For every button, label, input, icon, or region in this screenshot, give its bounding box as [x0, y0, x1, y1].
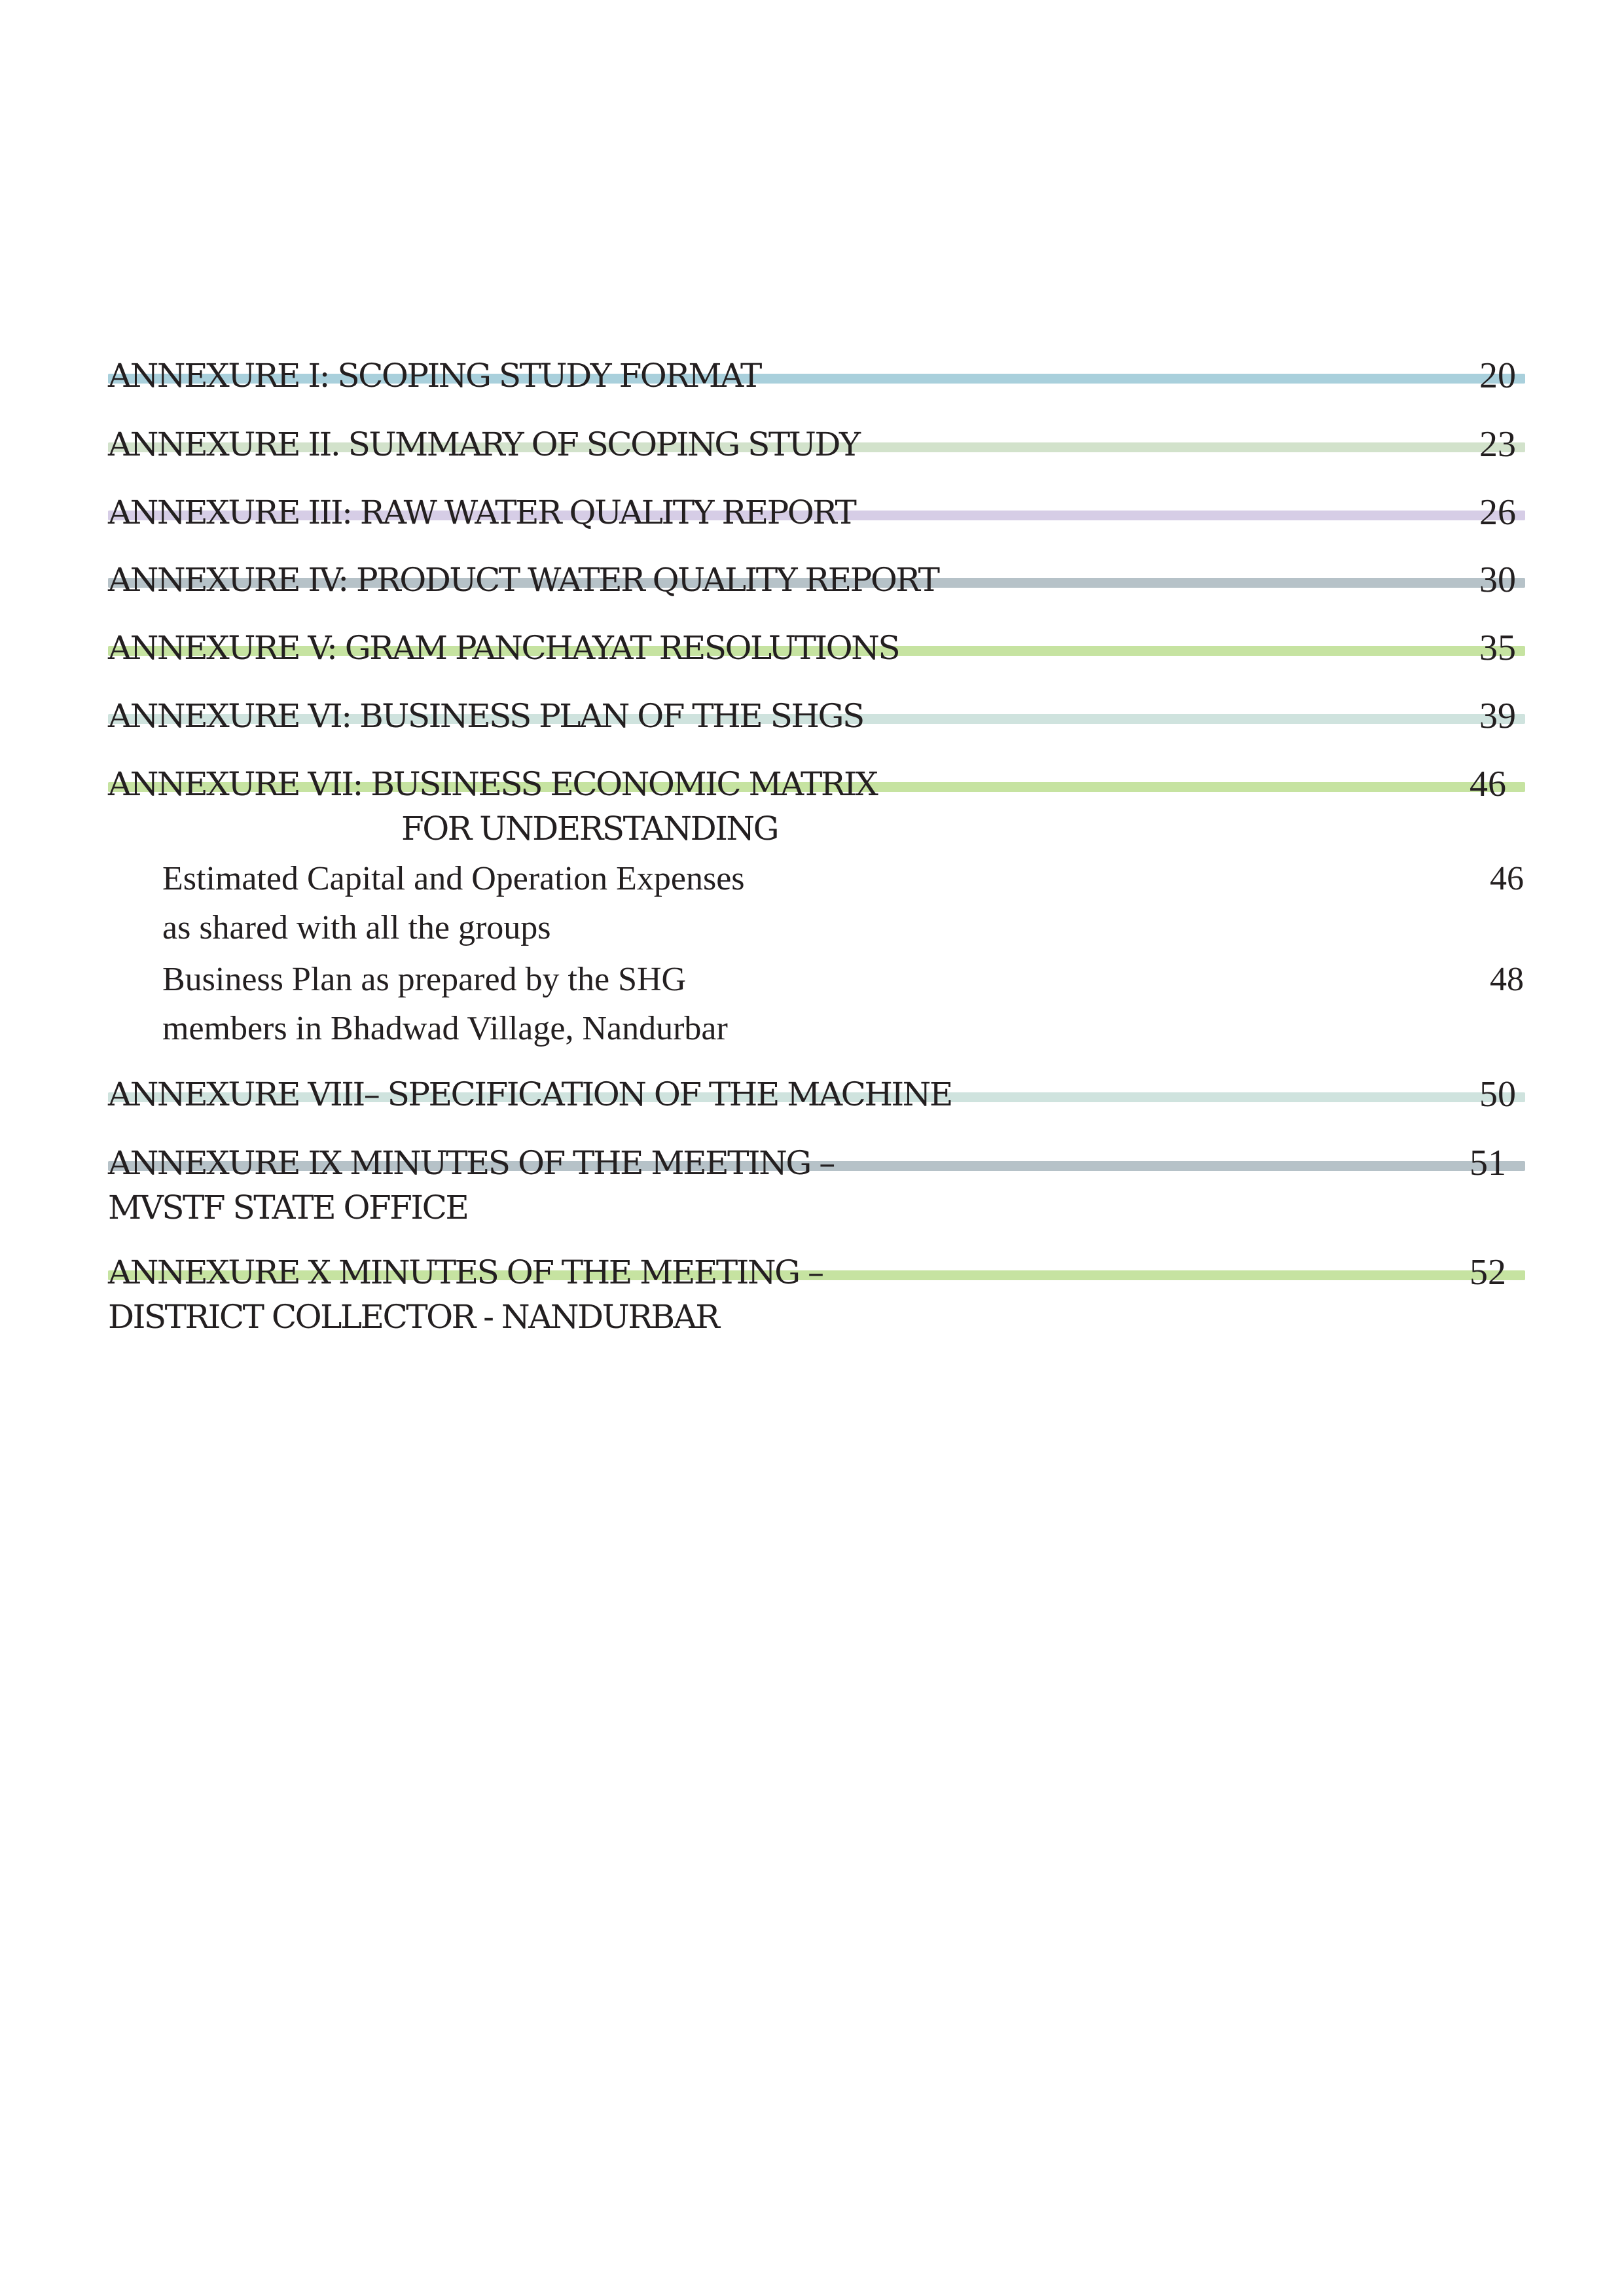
toc-subentry-page-number: 48 [1490, 961, 1524, 998]
toc-entry-page-number: 30 [1479, 560, 1516, 600]
toc-entry-page-number: 39 [1479, 696, 1516, 736]
toc-entry-title: ANNEXURE I: SCOPING STUDY FORMAT [108, 357, 761, 395]
toc-entry-title: ANNEXURE VI: BUSINESS PLAN OF THE SHGS [108, 697, 863, 735]
toc-entry-title-continuation: FOR UNDERSTANDING [401, 810, 778, 848]
toc-subentry-page-number: 46 [1490, 860, 1524, 897]
toc-subentry-title-line-2: as shared with all the groups [162, 909, 551, 946]
toc-entry-title-continuation: MVSTF STATE OFFICE [108, 1189, 468, 1227]
toc-entry-page-number: 20 [1479, 355, 1516, 396]
toc-entry-page-number: 35 [1479, 628, 1516, 668]
toc-entry-page-number: 52 [1470, 1252, 1506, 1293]
toc-entry-page-number: 51 [1470, 1143, 1506, 1183]
toc-subentry-title-line-1: Business Plan as prepared by the SHG [162, 961, 687, 998]
toc-entry-title: ANNEXURE III: RAW WATER QUALITY REPORT [108, 493, 856, 531]
toc-entry-title: ANNEXURE IX MINUTES OF THE MEETING – [108, 1144, 834, 1182]
toc-entry-title-continuation: DISTRICT COLLECTOR - NANDURBAR [108, 1298, 719, 1336]
toc-entry-title: ANNEXURE V: GRAM PANCHAYAT RESOLUTIONS [108, 629, 899, 667]
toc-entry-title: ANNEXURE VII: BUSINESS ECONOMIC MATRIX [108, 765, 877, 803]
toc-subentry-capital-expenses[interactable] [162, 854, 1524, 952]
toc-entry-title: ANNEXURE VIII– SPECIFICATION OF THE MACHINE [108, 1075, 952, 1113]
toc-entry-page-number: 26 [1479, 492, 1516, 533]
toc-subentry-business-plan[interactable] [162, 955, 1524, 1053]
toc-entry-page-number: 46 [1470, 764, 1506, 804]
toc-subentry-title-line-1: Estimated Capital and Operation Expenses [162, 860, 745, 897]
toc-entry-title: ANNEXURE X MINUTES OF THE MEETING – [108, 1253, 823, 1291]
toc-entry-title: ANNEXURE II. SUMMARY OF SCOPING STUDY [108, 425, 859, 463]
toc-entry-page-number: 50 [1479, 1074, 1516, 1115]
toc-entry-title: ANNEXURE IV: PRODUCT WATER QUALITY REPORT [108, 561, 939, 599]
toc-entry-page-number: 23 [1479, 424, 1516, 465]
toc-subentry-title-line-2: members in Bhadwad Village, Nandurbar [162, 1010, 728, 1047]
